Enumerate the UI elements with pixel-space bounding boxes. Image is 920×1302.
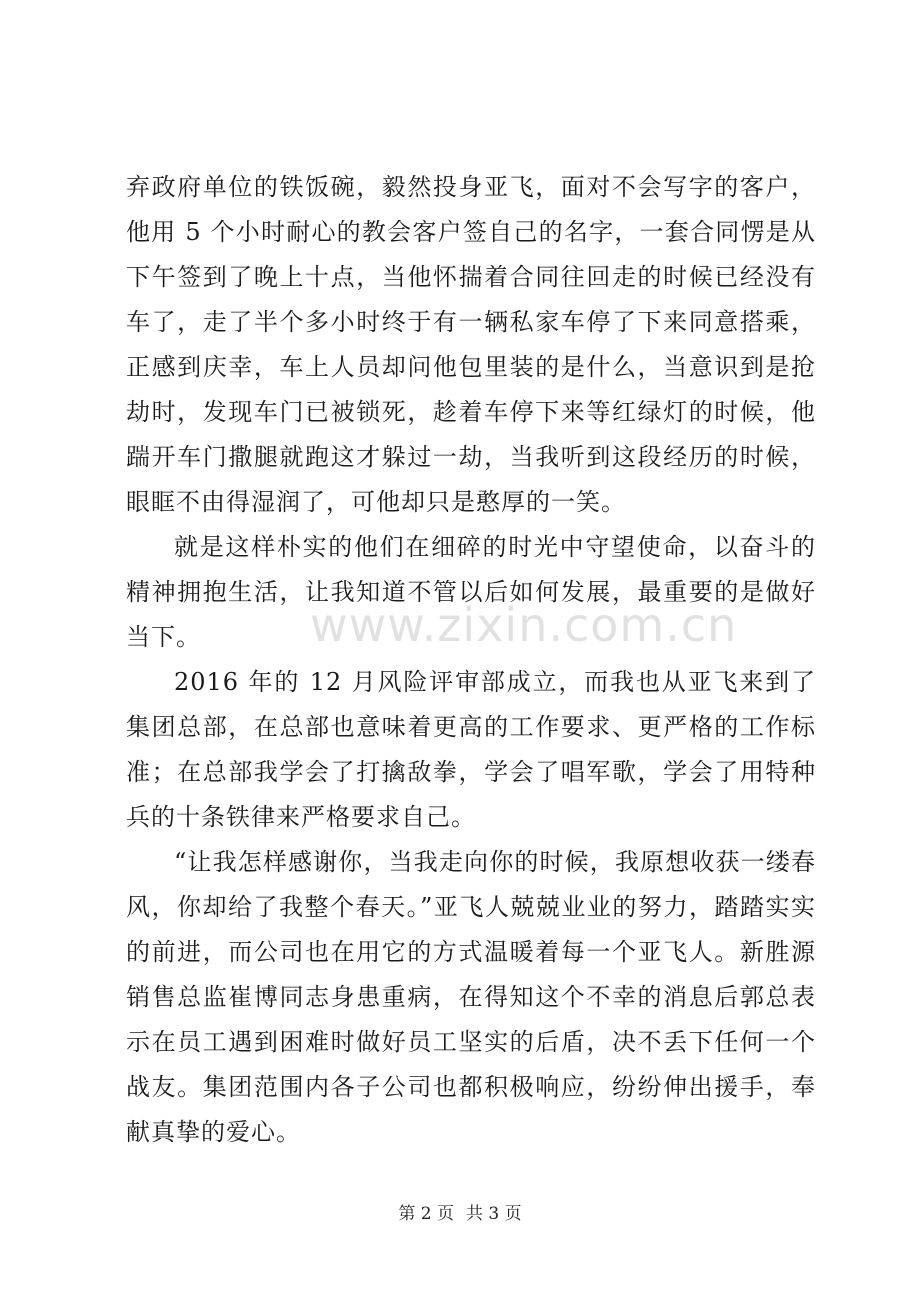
document-body [126, 165, 816, 1155]
paragraph: 就是这样朴实的他们在细碎的时光中守望使命，以奋斗的精神拥抱生活，让我知道不管以后如何发展，最重要的是做好当下。 [126, 533, 816, 651]
watermark: www.zixin.com.cn [310, 598, 738, 652]
paragraph: 2016 年的 12 月风险评审部成立，而我也从亚飞来到了集团总部，在总部也意味着更高的工作要求、更严格的工作标准；在总部我学会了打擒敌拳，学会了唱军歌，学会了用特种兵的十条铁律来严格要求自己。 [126, 668, 816, 831]
page-number: 第 2 页 [398, 1204, 454, 1224]
page-footer [0, 1199, 920, 1224]
paragraph: “让我怎样感谢你，当我走向你的时候，我原想收获一缕春风，你却给了我整个春天。”亚飞人兢兢业业的努力，踏踏实实的前进，而公司也在用它的方式温暖着每一个亚飞人。新胜源销售总监崔博同志身患重病，在得知这个不幸的消息后郭总表示在员工遇到困难时做好员工坚实的后盾，决不丢下任何一个战友。集团范围内各子公司也都积极响应，纷纷伸出援手，奉献真挚的爱心。 [126, 848, 816, 1146]
paragraph: 弃政府单位的铁饭碗，毅然投身亚飞，面对不会写字的客户，他用 5 个小时耐心的教会客户签自己的名字，一套合同愣是从下午签到了晚上十点，当他怀揣着合同往回走的时候已经没有车了，走了半个多小时终于有一辆私家车停了下来同意搭乘，正感到庆幸，车上人员却问他包里装的是什么，当意识到是抢劫时，发现车门已被锁死，趁着车停下来等红绿灯的时候，他踹开车门撒腿就跑这才躲过一劫，当我听到这段经历的时候，眼眶不由得湿润了，可他却只是憨厚的一笑。 [126, 173, 816, 516]
page-total: 共 3 页 [466, 1204, 522, 1224]
